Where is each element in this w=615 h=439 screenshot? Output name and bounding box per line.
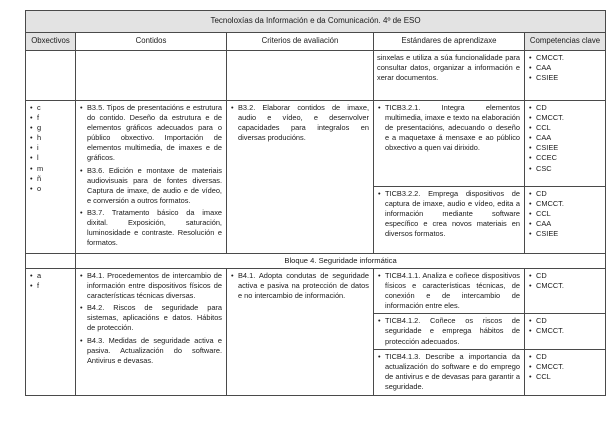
standard-continuation: sinxelas e utiliza a súa funcionalidade para consultar datos, organizar a información e xerar documentos. bbox=[374, 51, 525, 101]
competence-item: • CSIEE bbox=[528, 143, 601, 153]
competences-cell bbox=[525, 349, 606, 395]
block-title: Bloque 4. Seguridade informática bbox=[76, 254, 606, 269]
contents-cell bbox=[76, 101, 227, 254]
competence-item: • CSC bbox=[528, 164, 601, 174]
standard-cell bbox=[374, 269, 525, 314]
objectives-cell bbox=[26, 269, 76, 396]
objective-item: • i bbox=[29, 143, 71, 153]
content-item: • B4.3. Medidas de seguridade activa e pasiva. Actualización do software. Antivirus e devasas. bbox=[79, 336, 222, 366]
objective-item: • ñ bbox=[29, 174, 71, 184]
standard-cell bbox=[374, 101, 525, 187]
competences-cell bbox=[525, 51, 606, 101]
competence-item: • CSIEE bbox=[528, 229, 601, 239]
competences-cell bbox=[525, 269, 606, 314]
empty-cell bbox=[227, 51, 374, 101]
standard-item: • TICB4.1.2. Coñece os riscos de seguridade e emprega hábitos de protección adecuados. bbox=[377, 316, 520, 346]
content-item: • B3.7. Tratamento básico da imaxe dixital. Exposición, saturación, luminosidade e contraste. Resolución e formatos. bbox=[79, 208, 222, 248]
competences-cell bbox=[525, 187, 606, 254]
objective-item: • f bbox=[29, 281, 71, 291]
content-item: • B4.1. Procedementos de intercambio de información entre dispositivos físicos de características técnicas diversas. bbox=[79, 271, 222, 301]
objective-item: • c bbox=[29, 103, 71, 113]
standard-cell bbox=[374, 314, 525, 349]
competence-item: • CCL bbox=[528, 123, 601, 133]
objectives-cell bbox=[26, 101, 76, 254]
objective-item: • g bbox=[29, 123, 71, 133]
objective-item: • m bbox=[29, 164, 71, 174]
competence-item: • CAA bbox=[528, 133, 601, 143]
competence-item: • CD bbox=[528, 316, 601, 326]
content-item: • B4.2. Riscos de seguridade para sistemas, aplicacións e datos. Hábitos de protección. bbox=[79, 303, 222, 333]
objective-item: • f bbox=[29, 113, 71, 123]
competence-item: • CCL bbox=[528, 209, 601, 219]
header-standards: Estándares de aprendizaxe bbox=[374, 33, 525, 51]
criteria-item: • B4.1. Adopta condutas de seguridade activa e pasiva na protección de datos e no intercambio de información. bbox=[230, 271, 369, 301]
competence-item: • CD bbox=[528, 352, 601, 362]
objective-item: • h bbox=[29, 133, 71, 143]
empty-cell bbox=[26, 254, 76, 269]
competence-item: • CSIEE bbox=[528, 73, 601, 83]
competence-item: • CCL bbox=[528, 372, 601, 382]
competences-cell bbox=[525, 101, 606, 187]
competence-item: • CAA bbox=[528, 63, 601, 73]
competence-item: • CMCCT. bbox=[528, 326, 601, 336]
standard-cell bbox=[374, 349, 525, 395]
competence-item: • CCEC bbox=[528, 153, 601, 163]
competences-cell bbox=[525, 314, 606, 349]
competence-item: • CMCCT. bbox=[528, 53, 601, 63]
criteria-cell bbox=[227, 269, 374, 396]
criteria-item: • B3.2. Elaborar contidos de imaxe, audio e vídeo, e desenvolver capacidades para integralos en diversas producións. bbox=[230, 103, 369, 143]
objective-item: • a bbox=[29, 271, 71, 281]
competence-item: • CD bbox=[528, 189, 601, 199]
empty-cell bbox=[26, 51, 76, 101]
header-contents: Contidos bbox=[76, 33, 227, 51]
competence-item: • CMCCT. bbox=[528, 281, 601, 291]
objective-item: • o bbox=[29, 184, 71, 194]
curriculum-document bbox=[25, 10, 605, 396]
competence-item: • CMCCT. bbox=[528, 362, 601, 372]
header-competences: Competencias clave bbox=[525, 33, 606, 51]
competence-item: • CD bbox=[528, 103, 601, 113]
header-objectives: Obxectivos bbox=[26, 33, 76, 51]
empty-cell bbox=[76, 51, 227, 101]
contents-cell bbox=[76, 269, 227, 396]
competence-item: • CAA bbox=[528, 219, 601, 229]
table-title: Tecnoloxías da Información e da Comunicación. 4º de ESO bbox=[26, 11, 606, 33]
content-item: • B3.5. Tipos de presentacións e estrutura do contido. Deseño da estrutura e de elementos gráficos adecuados para o público obxectivo. Importación de elementos multimedia, de imaxes e de gráficos. bbox=[79, 103, 222, 164]
header-criteria: Criterios de avaliación bbox=[227, 33, 374, 51]
content-item: • B3.6. Edición e montaxe de materiais audiovisuais para de fontes diversas. Captura de imaxe, de audio e de vídeo, e conversión a outros formatos. bbox=[79, 166, 222, 206]
competence-item: • CMCCT. bbox=[528, 113, 601, 123]
competence-item: • CMCCT. bbox=[528, 199, 601, 209]
curriculum-table bbox=[25, 10, 606, 396]
criteria-cell bbox=[227, 101, 374, 254]
competence-item: • CD bbox=[528, 271, 601, 281]
objective-item: • l bbox=[29, 153, 71, 163]
standard-item: • TICB4.1.1. Analiza e coñece dispositivos físicos e características técnicas, de conexión e de intercambio de información entre eles. bbox=[377, 271, 520, 311]
standard-item: • TICB3.2.2. Emprega dispositivos de captura de imaxe, audio e vídeo, edita a información mediante software específico e crea novos materiais en diversos formatos. bbox=[377, 189, 520, 239]
standard-item: • TICB3.2.1. Integra elementos multimedia, imaxe e texto na elaboración de presentacións, adecuando o deseño e a maquetaxe á mensaxe e ao público obxectivo a quen vai dirixido. bbox=[377, 103, 520, 153]
standard-item: • TICB4.1.3. Describe a importancia da actualización do software e do emprego de antivirus e de devasas para garantir a seguridade. bbox=[377, 352, 520, 392]
standard-cell bbox=[374, 187, 525, 254]
